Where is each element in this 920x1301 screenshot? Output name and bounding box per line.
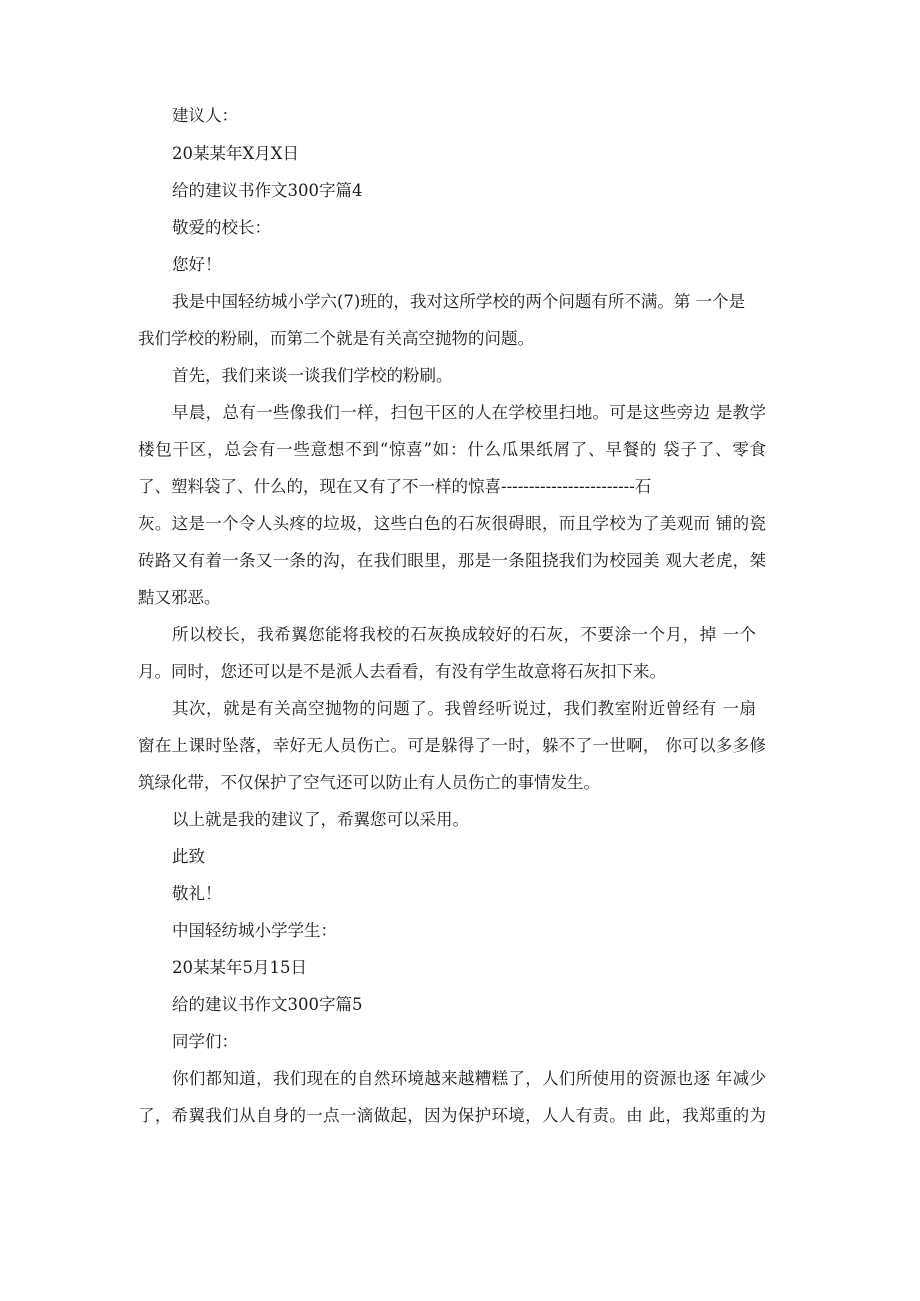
closing-salute: 敬礼！	[172, 884, 222, 903]
paragraph-line: 了、塑料袋了、什么的，现在又有了不一样的惊喜------------------------石	[138, 477, 652, 496]
closing-line: 此致	[172, 847, 205, 866]
paragraph-line: 砖路又有着一条又一条的沟，在我们眼里，那是一条阻挠我们为校园美 观大老虎，桀	[138, 551, 766, 570]
paragraph-line: 首先，我们来谈一谈我们学校的粉刷。	[172, 366, 453, 385]
salutation: 敬爱的校长：	[172, 218, 271, 237]
signer-label: 建议人：	[172, 106, 238, 125]
signer-line: 中国轻纺城小学学生：	[172, 921, 337, 940]
paragraph-line: 你们都知道，我们现在的自然环境越来越糟糕了，人们所使用的资源也逐 年减少	[172, 1069, 766, 1088]
paragraph-line: 以上就是我的建议了，希翼您可以采用。	[172, 810, 469, 829]
paragraph-line: 灰。这是一个令人头疼的垃圾，这些白色的石灰很碍眼，而且学校为了美观而 铺的瓷	[138, 514, 766, 533]
salutation: 同学们：	[172, 1032, 238, 1051]
section-title-5: 给的建议书作文300字篇5	[172, 995, 363, 1014]
paragraph-line: 我们学校的粉刷，而第二个就是有关高空抛物的问题。	[138, 329, 534, 348]
section-title-4: 给的建议书作文300字篇4	[172, 181, 363, 200]
greeting: 您好！	[172, 255, 222, 274]
paragraph-line: 所以校长，我希翼您能将我校的石灰换成较好的石灰，不要涂一个月，掉 一个	[172, 625, 756, 644]
paragraph-line: 我是中国轻纺城小学六(7)班的，我对这所学校的两个问题有所不满。第 一个是	[172, 292, 746, 311]
paragraph-line: 了，希翼我们从自身的一点一滴做起，因为保护环境，人人有责。由 此，我郑重的为	[138, 1106, 766, 1125]
date-line: 20某某年X月X日	[172, 144, 299, 163]
paragraph-line: 月。同时，您还可以是不是派人去看看，有没有学生故意将石灰扣下来。	[138, 662, 666, 681]
paragraph-line: 早晨，总有一些像我们一样，扫包干区的人在学校里扫地。可是这些旁边 是教学	[172, 403, 766, 422]
paragraph-line: 楼包干区，总会有一些意想不到“惊喜”如：什么瓜果纸屑了、早餐的 袋子了、零食	[138, 440, 766, 459]
paragraph-line: 其次，就是有关高空抛物的问题了。我曾经听说过，我们教室附近曾经有 一扇	[172, 699, 756, 718]
paragraph-line: 筑绿化带，不仅保护了空气还可以防止有人员伤亡的事情发生。	[138, 773, 600, 792]
paragraph-line: 黠又邪恶。	[138, 588, 221, 607]
paragraph-line: 窗在上课时坠落，幸好无人员伤亡。可是躲得了一时，躲不了一世啊， 你可以多多修	[138, 736, 766, 755]
date-line: 20某某年5月15日	[172, 958, 307, 977]
